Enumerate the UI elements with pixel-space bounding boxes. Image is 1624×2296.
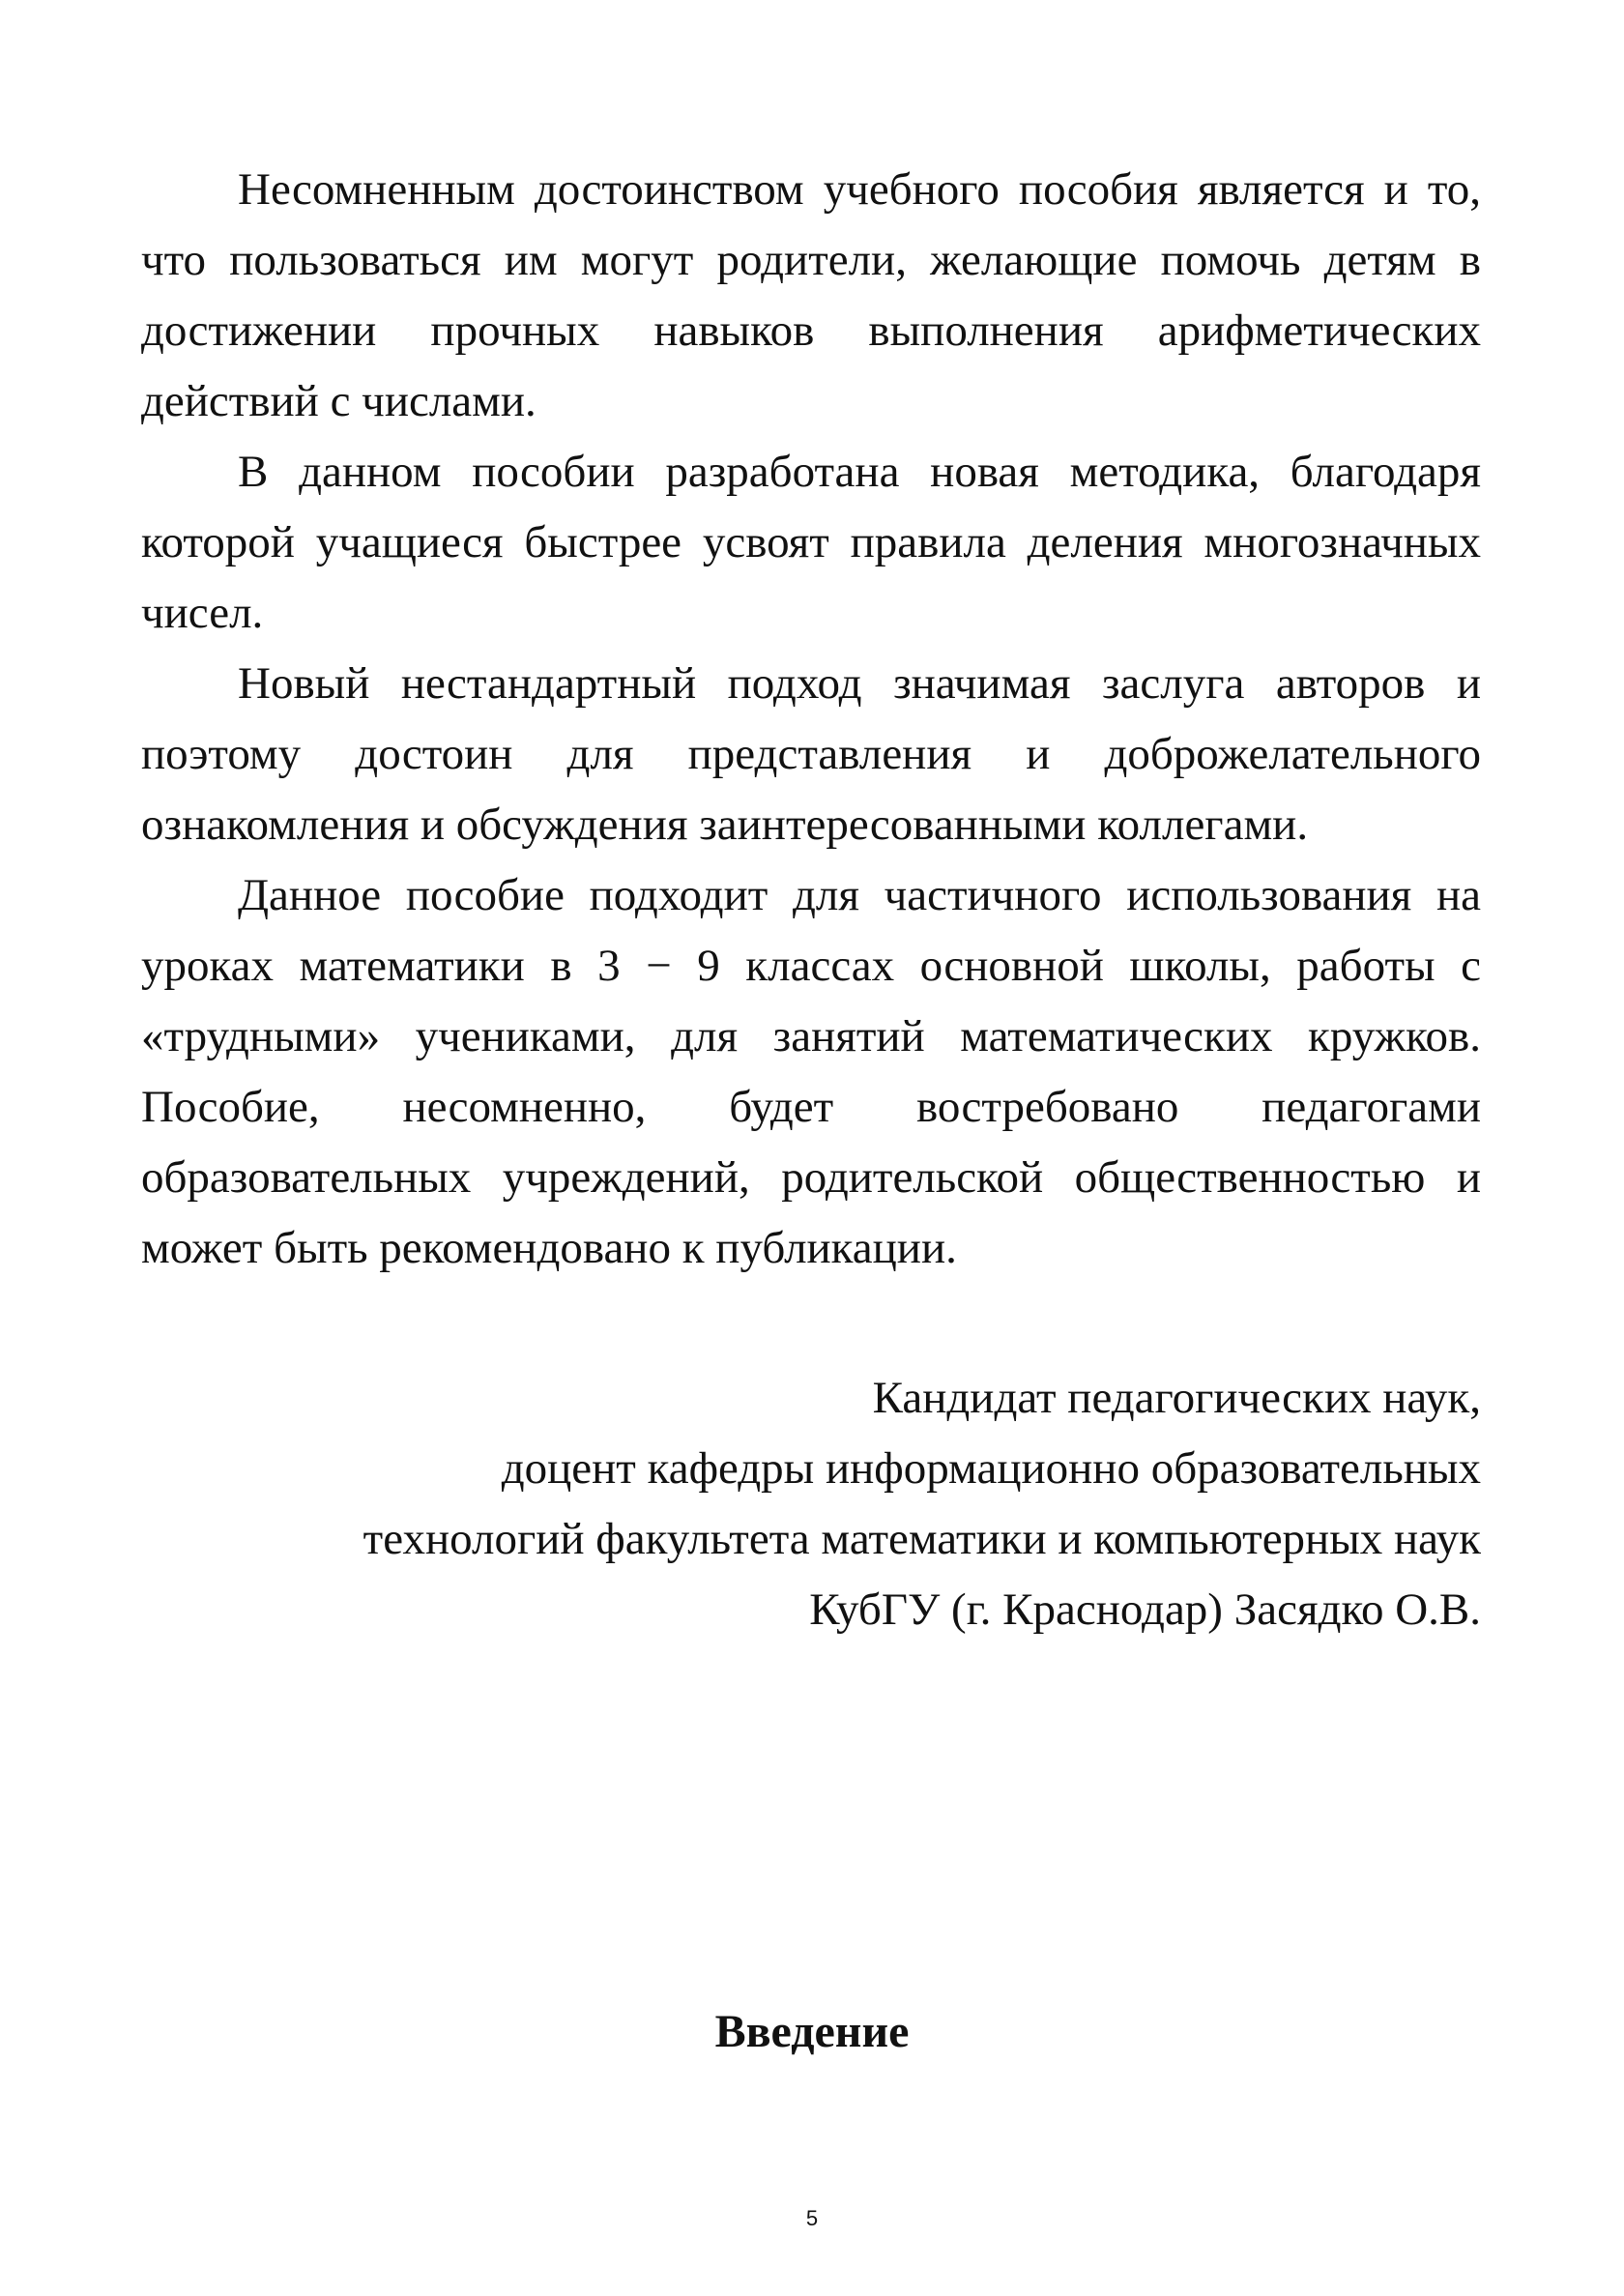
review-text [141,155,1481,1284]
reviewer-name: КубГУ (г. Краснодар) Засядко О.В. [809,1584,1481,1635]
paragraph-3: Новый нестандартный подход значимая заслуга авторов и поэтому достоин для представления и доброжелательного ознакомления и обсуждения заинтересованными коллегами. [141,658,1481,850]
reviewer-faculty: технологий факультета математики и компьютерных наук [362,1514,1481,1564]
reviewer-position: доцент кафедры информационно образовательных [501,1443,1481,1494]
section-heading: Введение [714,2006,910,2057]
reviewer-degree: Кандидат педагогических наук, [872,1373,1481,1423]
reviewer-signature-block [128,1363,1481,1645]
paragraph-2: В данном пособии разработана новая методика, благодаря которой учащиеся быстрее усвоят правила деления многозначных чисел. [141,447,1481,638]
paragraph-4: Данное пособие подходит для частичного использования на уроках математики в 3 − 9 классах основной школы, работы с «трудными» учениками, для занятий математических кружков. Пособие, несомненно, будет востребовано педагогами образовательных учреждений, родительской общественностью и может быть рекомендовано к публикации. [141,870,1481,1273]
page-number: 5 [805,2206,819,2230]
paragraph-1: Несомненным достоинством учебного пособия является и то, что пользоваться им могут родители, желающие помочь детям в достижении прочных навыков выполнения арифметических действий с числами. [141,164,1481,426]
